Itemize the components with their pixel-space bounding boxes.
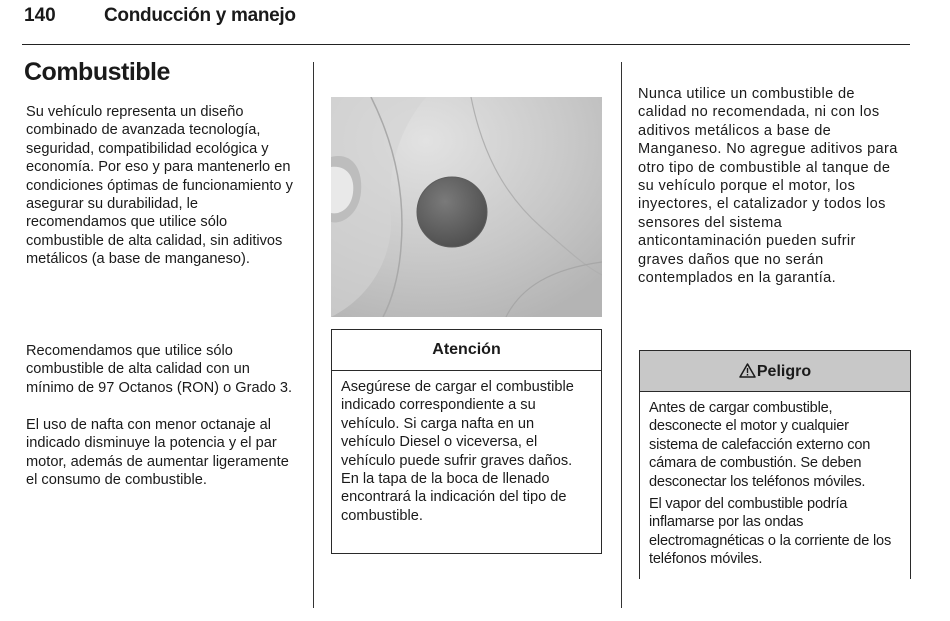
column1-paragraph-1: Su vehículo representa un diseño combinado de avanzada tecnología, seguridad, compatibilidad ecológica y economía. Por eso y para mantenerlo en condiciones óptimas de funcionamiento y asegurar su durabilidad, le recomendamos que utilice sólo combustible de alta calidad, sin aditivos metálicos (a base de manganeso). [26,104,293,268]
column1-paragraph-2: Recomendamos que utilice sólo combustible de alta calidad con un mínimo de 97 Octanos (RON) o Grado 3. [26,343,293,396]
attention-notice [331,329,602,554]
attention-text: Asegúrese de cargar el combustible indicado correspondiente a su vehículo. Si carga nafta en un vehículo Diesel o viceversa, el vehículo puede sufrir graves daños. En la tapa de la boca de llenado encontrará la indicación del tipo de combustible. [341,379,574,524]
column-divider-right [621,62,622,608]
danger-paragraph-1: Antes de cargar combustible, desconecte el motor y cualquier sistema de calefacción externo con cámara de combustión. Se deben desconectar los teléfonos móviles. [649,400,871,490]
page-header [0,0,950,46]
column3-paragraph-1: Nunca utilice un combustible de calidad no recomendada, ni con los aditivos metálicos a base de Manganeso. No agregue aditivos para otro tipo de combustible al tanque de su vehículo porque el motor, los inyectores, el catalizador y todos los sensores del sistema anticontaminación pueden sufrir graves daños que no serán contemplados en la garantía. [638,86,898,287]
warning-triangle-icon [739,353,756,395]
danger-paragraph-2: El vapor del combustible podría inflamarse por las ondas electromagnéticas o la corriente de los teléfonos móviles. [649,496,892,568]
column1-paragraph-3: El uso de nafta con menor octanaje al indicado disminuye la potencia y el par motor, además de aumentar ligeramente el consumo de combustible. [26,417,289,489]
fuel-filler-door-image [331,97,602,317]
danger-heading-label: Peligro [756,363,812,380]
running-title: Conducción y manejo [104,5,296,26]
section-title: Combustible [24,58,170,86]
column-divider-left [313,62,314,608]
header-rule [22,44,910,45]
danger-body [640,392,910,569]
page-number: 140 [24,5,56,26]
danger-heading [640,351,910,392]
attention-heading: Atención [332,330,601,371]
danger-notice [639,350,911,579]
